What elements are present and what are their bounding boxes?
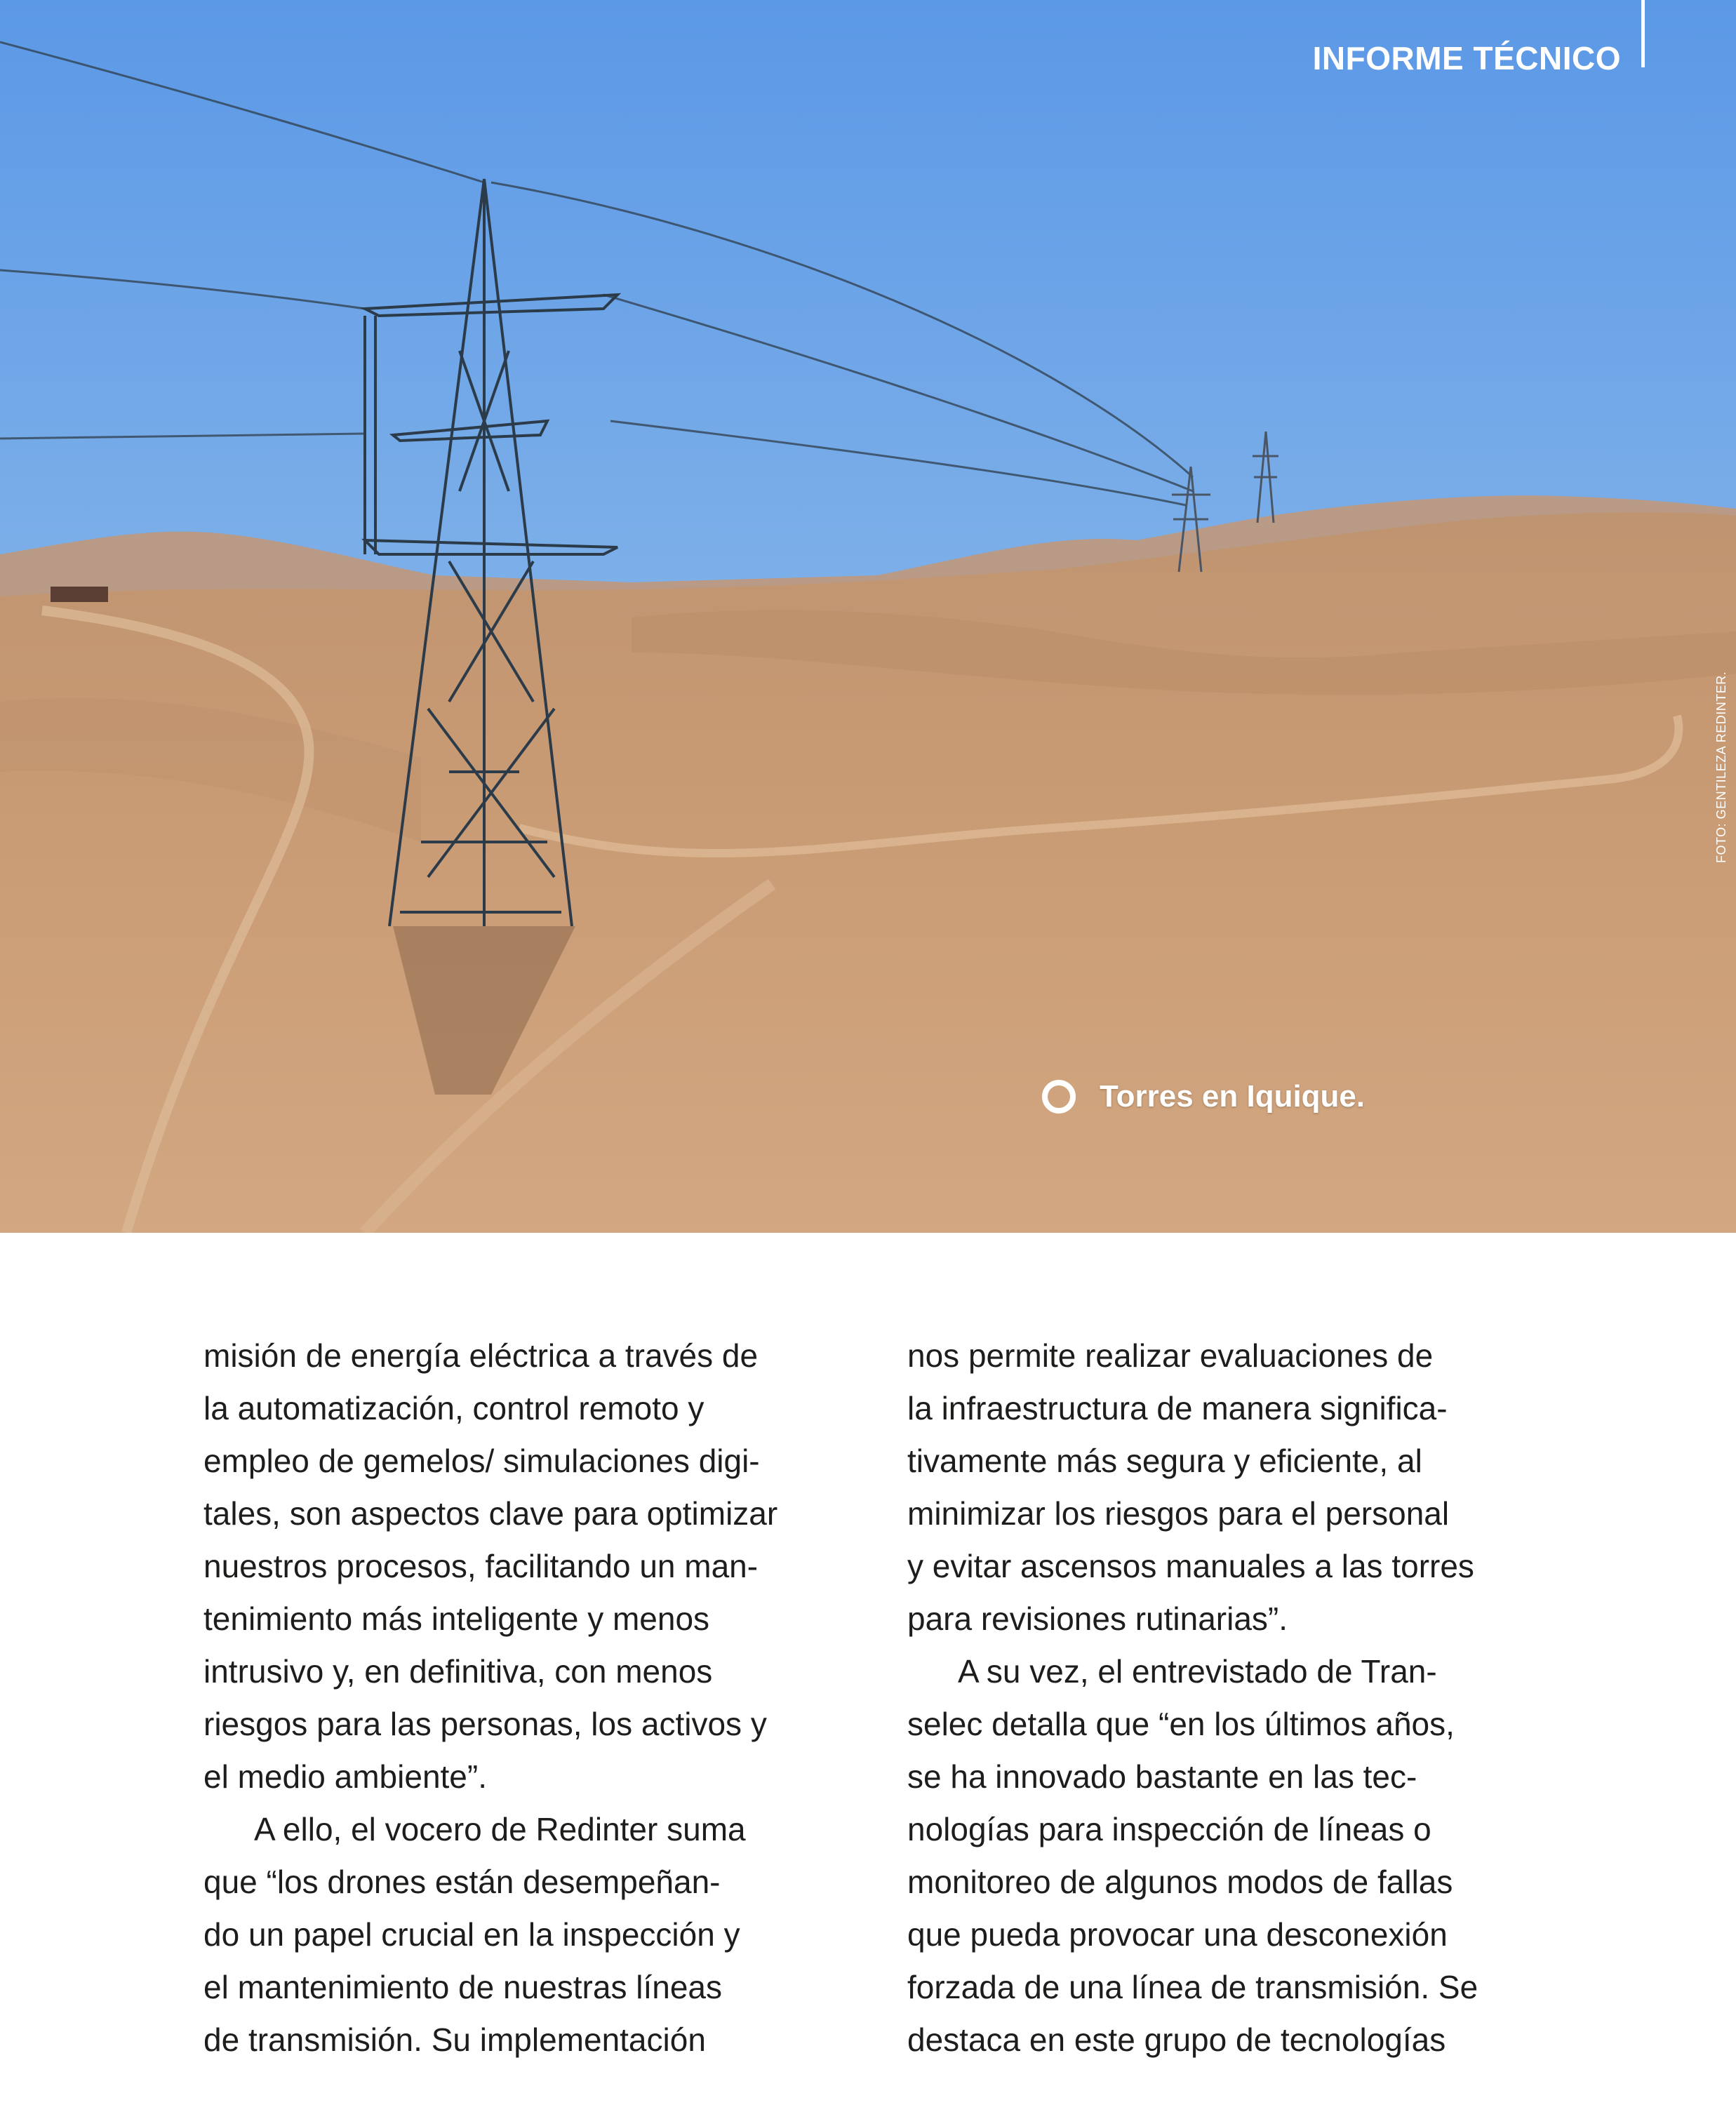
text-line: selec detalla que “en los últimos años, bbox=[907, 1706, 1455, 1742]
ring-bullet-icon bbox=[1042, 1080, 1076, 1114]
caption-text: Torres en Iquique. bbox=[1100, 1079, 1366, 1114]
text-line: la automatización, control remoto y bbox=[203, 1390, 705, 1426]
text-line: nos permite realizar evaluaciones de bbox=[907, 1337, 1434, 1374]
text-line: destaca en este grupo de tecnologías bbox=[907, 2021, 1446, 2058]
text-line: la infraestructura de manera significa- bbox=[907, 1390, 1448, 1426]
text-line: minimizar los riesgos para el personal bbox=[907, 1495, 1450, 1532]
text-line: para revisiones rutinarias”. bbox=[907, 1600, 1288, 1637]
text-line: riesgos para las personas, los activos y bbox=[203, 1706, 767, 1742]
text-line: tenimiento más inteligente y menos bbox=[203, 1600, 710, 1637]
text-line: do un papel crucial en la inspección y bbox=[203, 1916, 740, 1953]
text-line: nologías para inspección de líneas o bbox=[907, 1811, 1431, 1847]
text-line: intrusivo y, en definitiva, con menos bbox=[203, 1653, 713, 1690]
text-line: misión de energía eléctrica a través de bbox=[203, 1337, 759, 1374]
photo-credit: FOTO: GENTILEZA REDINTER. bbox=[1714, 671, 1728, 863]
text-line: tivamente más segura y eficiente, al bbox=[907, 1443, 1422, 1479]
photo-caption bbox=[1042, 1079, 1365, 1114]
text-line: de transmisión. Su implementación bbox=[203, 2021, 706, 2058]
text-line: A ello, el vocero de Redinter suma bbox=[254, 1811, 746, 1847]
text-line: empleo de gemelos/ simulaciones digi- bbox=[203, 1443, 760, 1479]
text-line: el medio ambiente”. bbox=[203, 1758, 487, 1795]
text-line: y evitar ascensos manuales a las torres bbox=[907, 1548, 1474, 1584]
text-line: A su vez, el entrevistado de Tran- bbox=[958, 1653, 1437, 1690]
text-line: monitoreo de algunos modos de fallas bbox=[907, 1864, 1453, 1900]
text-line: nuestros procesos, facilitando un man- bbox=[203, 1548, 759, 1584]
text-line: forzada de una línea de transmisión. Se bbox=[907, 1969, 1478, 2005]
text-line: tales, son aspectos clave para optimizar bbox=[203, 1495, 778, 1532]
text-column-right bbox=[907, 1330, 1581, 2066]
section-rule bbox=[1641, 0, 1645, 67]
text-line: que pueda provocar una desconexión bbox=[907, 1916, 1448, 1953]
text-line: que “los drones están desempeñan- bbox=[203, 1864, 721, 1900]
text-line: el mantenimiento de nuestras líneas bbox=[203, 1969, 722, 2005]
text-column-left bbox=[203, 1330, 877, 2066]
section-label: INFORME TÉCNICO bbox=[1312, 40, 1621, 76]
text-line: se ha innovado bastante en las tec- bbox=[907, 1758, 1417, 1795]
